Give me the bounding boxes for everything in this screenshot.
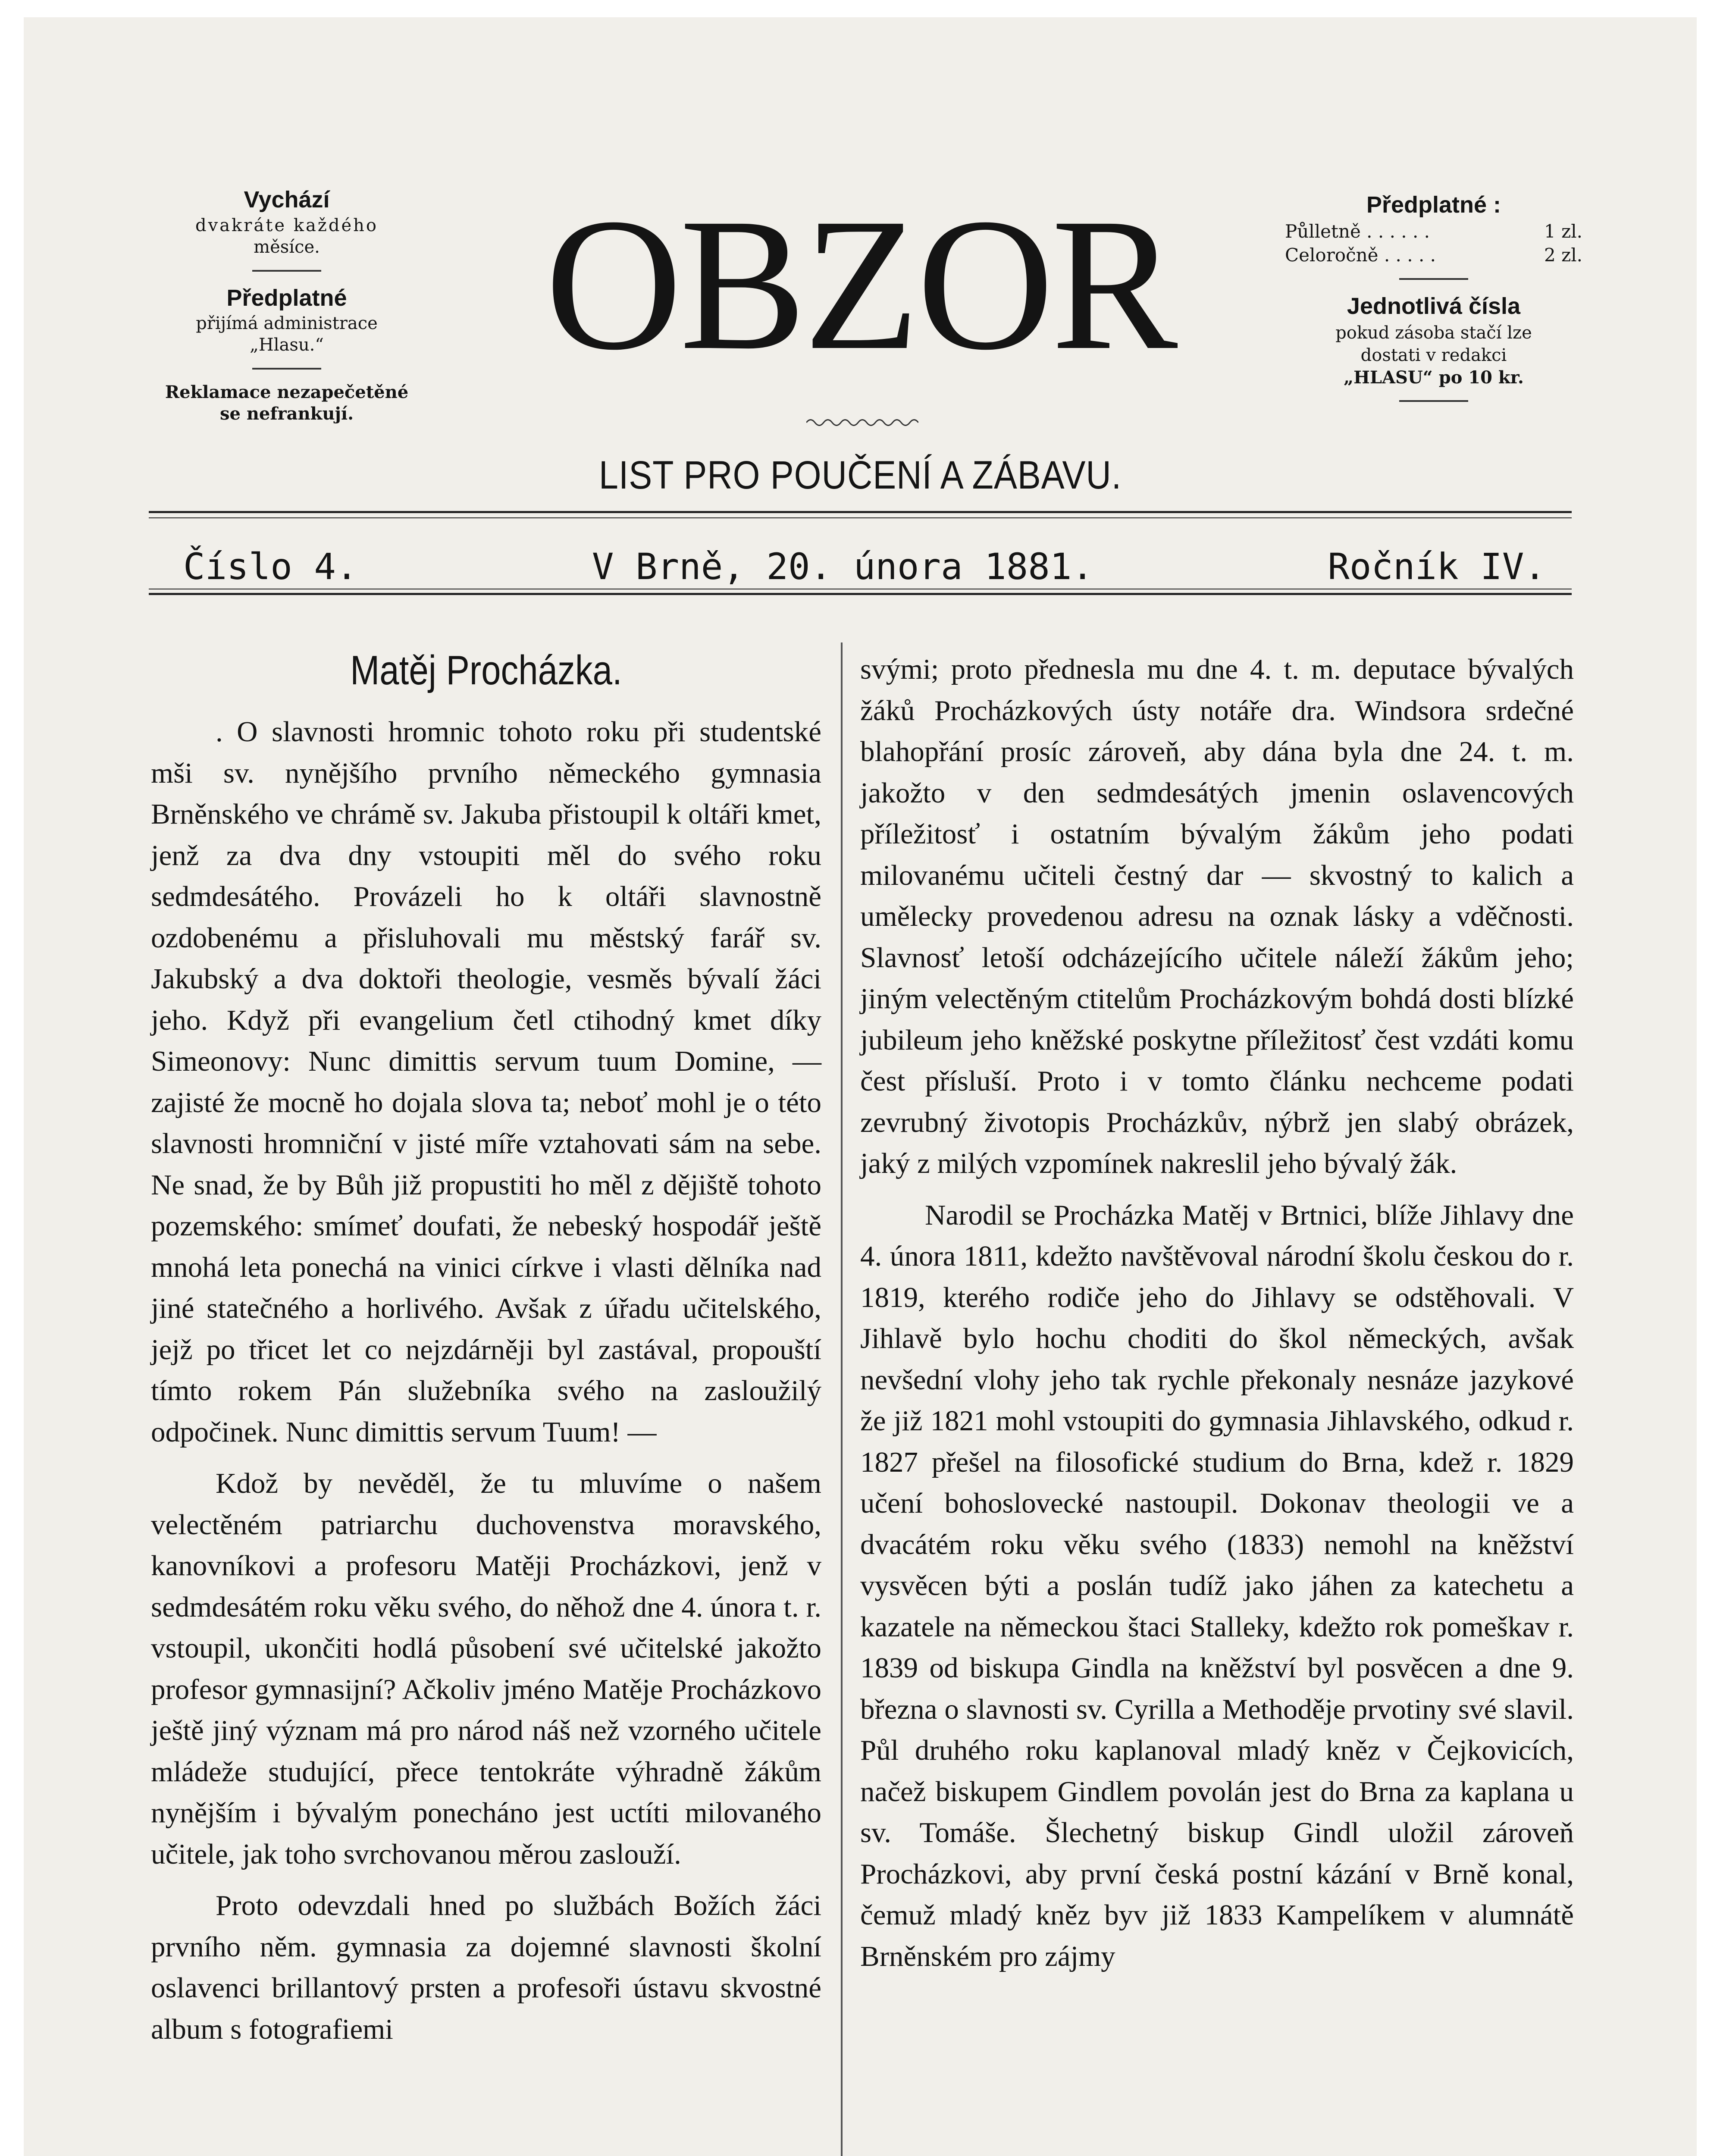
vychazi-line-2: měsíce. xyxy=(254,237,320,257)
price-value: 2 zl. xyxy=(1544,244,1582,266)
single-issues-line-3: „HLASU“ po 10 kr. xyxy=(1344,367,1524,388)
price-label: Celoročně . . . . . xyxy=(1285,244,1436,266)
single-issues-line-1: pokud zásoba stačí lze xyxy=(1335,323,1532,343)
masthead-separator xyxy=(252,368,321,370)
issue-number: Číslo 4. xyxy=(183,545,358,588)
ornament-wave-icon xyxy=(806,416,918,429)
masthead-separator xyxy=(1399,400,1468,402)
masthead-separator xyxy=(252,270,321,272)
volume-number: Ročník IV. xyxy=(1328,545,1546,588)
article-paragraph: Kdož by nevěděl, že tu mluvíme o našem velectěném patriarchu duchovenstva moravského, kanovníkovi a profesoru Matěji Procházkovi, jenž v sedmdesátém roku věku svého, do něhož dne 4. února t. r. vstoupil, ukončiti hodlá působení své učitelské jakožto profesor gymnasijní? Ačkoliv jméno Matěje Procházkovo ještě jiný význam má pro národ náš než vzorného učitele mládeže studující, přece tentokráte výhradně žákům nynějším i bývalým ponecháno jest uctíti milovaného učitele, jak toho svrchovanou měrou zaslouží. xyxy=(151,1467,821,1870)
reklamace-line-2: se nefrankují. xyxy=(219,404,354,424)
dateline-rule-bottom xyxy=(149,593,1572,595)
article-title: Matěj Procházka. xyxy=(350,647,622,693)
article-paragraph: svými; proto přednesla mu dne 4. t. m. deputace bývalých žáků Procházkových ústy notáře dra. Windsora srdečné blahopřání prosíc zároveň, aby dána byla dne 24. t. m. jakožto v den sedmdesátých jmenin oslavencových příležitosť i ostatním bývalým žákům jeho podati milovanému učiteli čestný dar — skvostný to kalich a umělecky provedenou adresu na oznak lásky a vděčnosti. Slavnosť letoší odcházejícího učitele náleží žákům jeho; jiným velectěným ctitelům Procházkovým bohdá dosti blízké jubileum jeho kněžské poskytne příležitosť čest vzdáti komu čest přísluší. Proto i v tomto článku nechceme podati zevrubný životopis Procházkův, nýbrž jen slabý obrázek, jaký z milých vzpomínek nakreslil jeho bývalý žák. xyxy=(860,653,1574,1179)
masthead-right-info xyxy=(1274,190,1593,413)
vychazi-line-1: dvakráte každého xyxy=(195,215,378,235)
dateline-rule-top xyxy=(149,511,1572,513)
article-paragraph: Narodil se Procházka Matěj v Brtnici, blíže Jihlavy dne 4. února 1811, kdežto navštěvoval národní školu českou do r. 1819, kterého rodiče jeho do Jihlavy se odstěhovali. V Jihlavě bylo hochu choditi do škol německých, avšak nevšední vlohy jeho tak rychle překonaly nesnáze jazykové že již 1821 mohl vstoupiti do gymnasia Jihlavského, odkud r. 1827 přešel na filosofické studium do Brna, kdež r. 1829 učení bohoslovecké nastoupil. Dokonav theologii ve a dvacátém roku věku svého (1833) nemohl na kněžství vysvěcen býti a poslán tudíž jako jáhen za katechetu a kazatele na německou štaci Stalleky, kdežto rok pomeškav r. 1839 od biskupa Gindla na kněžství byl posvěcen a dne 9. března o slavnosti sv. Cyrilla a Methoděje prvotiny své slavil. Půl druhého roku kaplanoval mladý kněz v Čejkovicích, načež biskupem Gindlem povolán jest do Brna za kaplana u sv. Tomáše. Šlechetný biskup Gindl uložil zároveň Procházkovi, aby první česká postní kázání v Brně konal, čemuž mladý kněz byv již 1833 Kampelíkem v alumnátě Brněnském pro zájmy xyxy=(860,1199,1574,1972)
single-issues-line-2: dostati v redakci xyxy=(1360,345,1507,365)
vychazi-heading: Vychází xyxy=(244,187,330,213)
place-date: V Brně, 20. února 1881. xyxy=(592,545,1093,588)
dateline-rule-top-thin xyxy=(149,517,1572,518)
predplatne-line-2: „Hlasu.“ xyxy=(250,335,324,355)
price-label: Půlletně . . . . . . xyxy=(1285,221,1430,242)
reklamace-line-1: Reklamace nezapečetěné xyxy=(165,382,409,402)
newspaper-page xyxy=(24,17,1697,2156)
article-paragraph: . O slavnosti hromnic tohoto roku při studentské mši sv. nynějšího prvního německého gymnasia Brněnského ve chrámě sv. Jakuba přistoupil k oltáři kmet, jenž za dva dny vstoupiti měl do svého roku sedmdesátého. Provázeli ho k oltáři slavnostně ozdobenému a přisluhovali mu městský farář sv. Jakubský a dva doktoři theologie, vesměs bývalí žáci jeho. Když při evangelium četl ctihodný kmet díky Simeonovy: Nunc dimittis servum tuum Domine, — zajisté že mocně ho dojala slova ta; neboť mohl je o této slavnosti hromniční v jisté míře vztahovati sám na sebe. Ne snad, že by Bůh již propustiti ho měl z dějiště tohoto pozemského: smímeť doufati, že nebeský hospodář ještě mnohá leta ponechá na vinici církve i vlasti dělníka nad jiné statečného a horlivého. Avšak z úřadu učitelského, jejž po třicet let co nejzdárněji byl zastával, propouští tímto rokem Pán služebníka svého na zasloužilý odpočinek. Nunc dimittis servum Tuum! — xyxy=(151,716,821,1448)
article-column-left xyxy=(151,647,821,2050)
masthead-left-info xyxy=(136,185,438,425)
price-row xyxy=(1274,220,1593,244)
price-row xyxy=(1274,244,1593,267)
predplatne-line-1: přijímá administrace xyxy=(196,313,378,333)
article-column-right xyxy=(860,649,1574,1977)
dateline xyxy=(183,545,1546,588)
masthead-separator xyxy=(1399,278,1468,280)
predplatne-heading: Předplatné xyxy=(226,285,347,311)
article-paragraph: Proto odevzdali hned po službách Božích žáci prvního něm. gymnasia za dojemné slavnosti školní oslavenci brillantový prsten a profesoři ústavu skvostné album s fotografiemi xyxy=(151,1890,821,2045)
single-issues-heading: Jednotlivá čísla xyxy=(1347,293,1521,320)
price-value: 1 zl. xyxy=(1544,221,1582,242)
column-divider xyxy=(841,642,843,2156)
newspaper-title: OBZOR xyxy=(545,179,1175,389)
subscription-heading: Předplatné : xyxy=(1366,192,1501,218)
newspaper-subtitle: LIST PRO POUČENÍ A ZÁBAVU. xyxy=(598,453,1122,497)
